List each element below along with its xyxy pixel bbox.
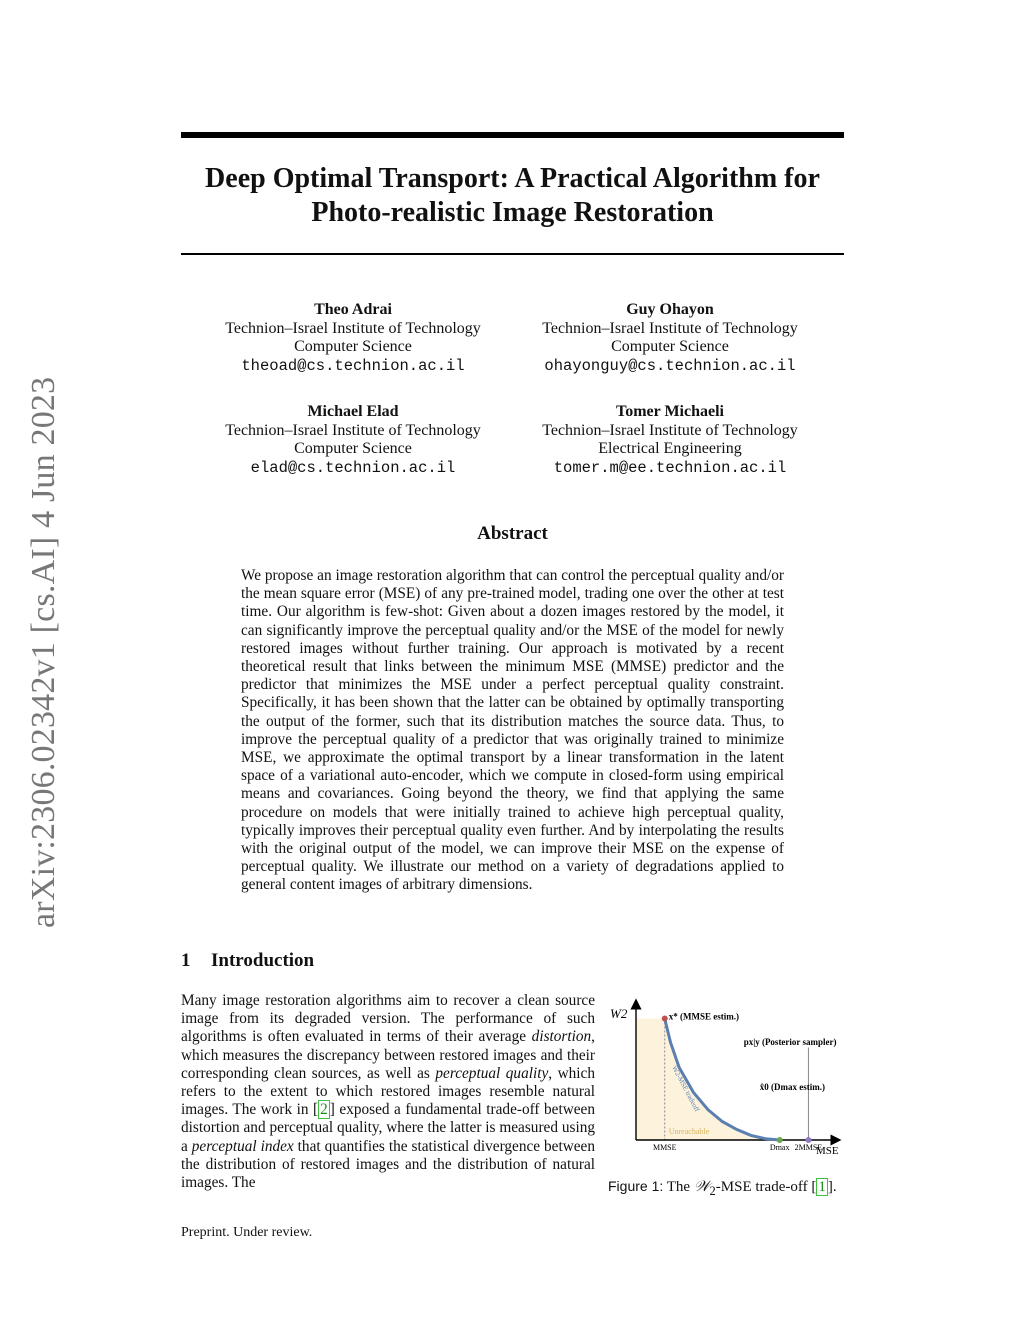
intro-emphasis: perceptual quality [435, 1064, 549, 1082]
y-axis-label: W2 [610, 1006, 628, 1021]
estimator-point [662, 1016, 668, 1022]
intro-text: , which measures the discrepancy between restored images and their corresponding clean sources, as well as [181, 1028, 595, 1082]
author-department: Electrical Engineering [598, 440, 742, 457]
author-affiliation: Technion–Israel Institute of Technology [225, 319, 481, 337]
author-department: Computer Science [611, 338, 729, 355]
paper-title [181, 162, 844, 230]
estimator-point [777, 1137, 783, 1143]
author-name: Theo Adrai [314, 301, 392, 318]
title-line-1: Deep Optimal Transport: A Practical Algorithm for [205, 163, 820, 194]
abstract-text: We propose an image restoration algorithm that can control the perceptual quality and/or the mean square error (MSE) of any pre-trained model, trading one over the other at test time. Our algorithm is few-shot: Given about a dozen images restored by the model, it can significantly improve the perceptual quality and/or the MSE of the model for newly restored images without further training. Our approach is motivated by a recent theoretical result that links between the minimum MSE (MMSE) predictor and the predictor that minimizes the MSE under a perfect perceptual quality constraint. Specifically, it has been shown that the latter can be obtained by optimally transporting the output of the former, such that its distribution matches the source data. Thus, to improve the perceptual quality of a predictor that was originally trained to minimize MSE, we approximate the optimal transport by a linear transformation in the latent space of a variational auto-encoder, which we compute in closed-form using empirical means and covariances. Going beyond the theory, we find that applying the same procedure on models that were initially trained to achieve high perceptual quality, typically improves their perceptual quality even further. And by interpolating the results with the original output of the model, we can improve their MSE on the expense of perceptual quality. We illustrate our method on a variety of degradations applied to general content images of arbitrary dimensions. [241, 567, 784, 894]
author-email[interactable]: theoad@cs.technion.ac.il [241, 356, 465, 375]
author-email[interactable]: elad@cs.technion.ac.il [250, 458, 456, 477]
citation-link[interactable]: 2 [320, 1101, 328, 1119]
author-name: Tomer Michaeli [616, 403, 724, 420]
author-department: Computer Science [294, 440, 412, 457]
point-label: x* (MMSE estim.) [668, 1011, 739, 1022]
x-tick-label: Dmax [769, 1143, 790, 1152]
intro-text: , which refers to the extent to which restored images resemble natural images. The work in [181, 1064, 595, 1119]
point-label: x̂0 (Dmax estim.) [759, 1081, 825, 1092]
caption-text: -MSE trade-off [715, 1179, 812, 1195]
unreachable-label: Unreachable [668, 1127, 710, 1136]
x-tick-label: MMSE [652, 1143, 677, 1152]
author-block [188, 403, 518, 477]
intro-text: Many image restoration algorithms aim to recover a clean source image from its degraded version. The performance of such algorithms is often evaluated in terms of their average [181, 992, 595, 1046]
abstract-heading: Abstract [477, 523, 548, 544]
caption-text: The [666, 1179, 694, 1195]
title-top-rule [181, 132, 844, 138]
intro-text: exposed a fundamental trade-off between distortion and perceptual quality, where the latter is measured using a [181, 1101, 595, 1155]
citation-link[interactable]: 1 [818, 1179, 826, 1195]
section-title: Introduction [211, 950, 315, 971]
x-tick-label: 2MMSE [794, 1143, 823, 1152]
introduction-paragraph: Many image restoration algorithms aim to recover a clean source image from its degraded version. The performance of such algorithms is often evaluated in terms of their average distortion, which measures the discrepancy between restored images and their corresponding clean sources, as well as perceptual quality, which refers to the extent to which restored images resemble natural images. The work in [ 2 ] exposed a fundamental trade-off between distortion and perceptual quality, where the latter is measured using a perceptual index that quantifies the statistical divergence between the distribution of restored images and the distribution of natural images. The [181, 992, 595, 1192]
author-block [505, 403, 835, 477]
point-label: px|y (Posterior sampler) [743, 1036, 837, 1047]
author-affiliation: Technion–Israel Institute of Technology [225, 421, 481, 439]
caption-subscript: 2 [709, 1184, 716, 1198]
intro-emphasis: distortion [531, 1028, 592, 1046]
title-bottom-rule [181, 253, 844, 255]
author-name: Guy Ohayon [626, 301, 714, 318]
intro-emphasis: perceptual index [191, 1137, 294, 1155]
x-axis-label: MSE [816, 1145, 839, 1157]
author-email[interactable]: tomer.m@ee.technion.ac.il [553, 458, 787, 477]
caption-label: Figure 1: [608, 1178, 664, 1194]
caption-text: . [832, 1179, 837, 1195]
author-affiliation: Technion–Israel Institute of Technology [542, 319, 798, 337]
estimator-point [805, 1137, 811, 1143]
figure-1-chart [608, 996, 844, 1160]
author-name: Michael Elad [307, 403, 399, 420]
author-department: Computer Science [294, 338, 412, 355]
author-block [188, 301, 518, 375]
section-number: 1 [181, 950, 191, 971]
author-block [505, 301, 835, 375]
author-email[interactable]: ohayonguy@cs.technion.ac.il [544, 356, 796, 375]
arxiv-identifier: arXiv:2306.02342v1 [cs.AI] 4 Jun 2023 [25, 376, 62, 928]
author-affiliation: Technion–Israel Institute of Technology [542, 421, 798, 439]
caption-symbol: 𝒲 [693, 1179, 710, 1195]
title-line-2: Photo-realistic Image Restoration [311, 197, 714, 228]
section-heading [181, 950, 314, 972]
footer-note: Preprint. Under review. [181, 1225, 313, 1240]
curve-label: W2-MSE tradeoff [670, 1064, 701, 1114]
figure-caption: Figure 1: The 𝒲$_2$-MSE trade-off [ 1 ]. [608, 1178, 837, 1198]
intro-text: that quantifies the statistical divergence between the distribution of restored images and the distribution of natural images. The [181, 1137, 595, 1192]
